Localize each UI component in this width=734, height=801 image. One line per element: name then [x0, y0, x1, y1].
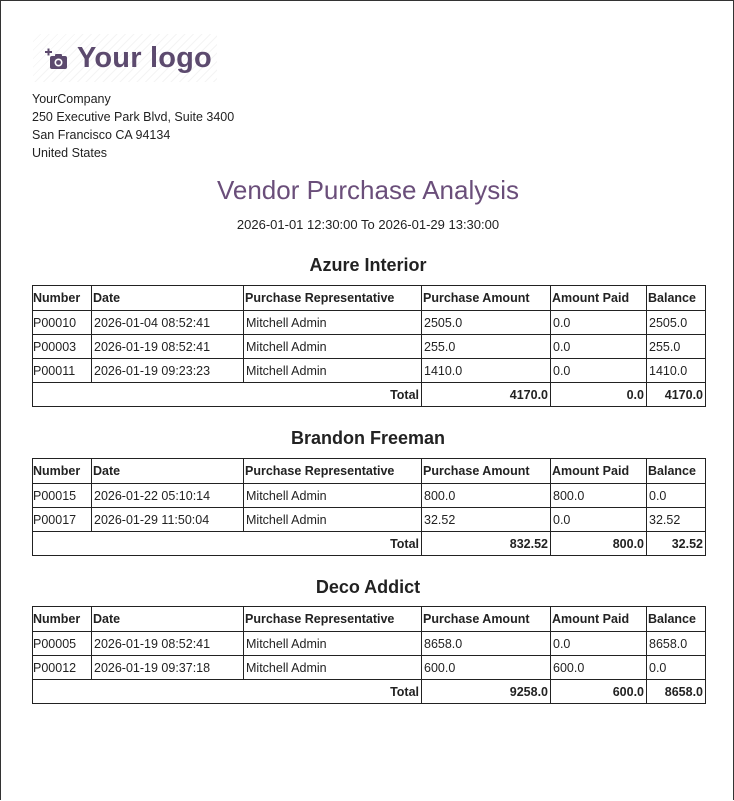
cell-balance: 0.0	[647, 656, 706, 680]
cell-date: 2026-01-19 08:52:41	[92, 632, 244, 656]
total-row	[33, 383, 706, 407]
cell-balance: 1410.0	[647, 359, 706, 383]
cell-rep: Mitchell Admin	[244, 632, 422, 656]
total-paid: 600.0	[551, 680, 647, 704]
cell-number: P00005	[33, 632, 92, 656]
vendor-name: Azure Interior	[309, 255, 427, 275]
cell-number: P00017	[33, 508, 92, 532]
company-logo	[33, 34, 217, 82]
total-label: Total	[244, 680, 422, 704]
column-header: Amount Paid	[551, 459, 647, 484]
total-spacer	[33, 383, 244, 407]
cell-amount: 8658.0	[422, 632, 551, 656]
cell-balance: 8658.0	[647, 632, 706, 656]
cell-paid: 0.0	[551, 508, 647, 532]
total-label: Total	[244, 383, 422, 407]
cell-paid: 800.0	[551, 484, 647, 508]
table-row	[33, 335, 706, 359]
cell-date: 2026-01-19 09:23:23	[92, 359, 244, 383]
cell-date: 2026-01-19 09:37:18	[92, 656, 244, 680]
table-row	[33, 632, 706, 656]
report-date-range	[1, 217, 734, 232]
cell-number: P00015	[33, 484, 92, 508]
total-spacer	[33, 680, 244, 704]
column-header: Purchase Representative	[244, 286, 422, 311]
cell-date: 2026-01-29 11:50:04	[92, 508, 244, 532]
cell-paid: 0.0	[551, 632, 647, 656]
column-header: Date	[92, 459, 244, 484]
total-paid: 0.0	[551, 383, 647, 407]
vendor-purchase-table	[32, 606, 706, 704]
total-paid: 800.0	[551, 532, 647, 556]
table-row	[33, 656, 706, 680]
table-header-row	[33, 286, 706, 311]
column-header: Purchase Representative	[244, 459, 422, 484]
cell-paid: 600.0	[551, 656, 647, 680]
column-header: Purchase Amount	[422, 459, 551, 484]
date-from: 2026-01-01 12:30:00	[236, 217, 358, 232]
column-header: Purchase Amount	[422, 286, 551, 311]
cell-balance: 0.0	[647, 484, 706, 508]
column-header: Balance	[647, 286, 706, 311]
company-address	[32, 90, 234, 162]
total-amount: 9258.0	[422, 680, 551, 704]
vendor-purchase-table	[32, 458, 706, 556]
cell-rep: Mitchell Admin	[244, 359, 422, 383]
date-to: 2026-01-29 13:30:00	[378, 217, 500, 232]
table-header-row	[33, 607, 706, 632]
cell-number: P00011	[33, 359, 92, 383]
column-header: Date	[92, 607, 244, 632]
report-title: Vendor Purchase Analysis	[216, 175, 520, 205]
column-header: Purchase Amount	[422, 607, 551, 632]
cell-rep: Mitchell Admin	[244, 484, 422, 508]
column-header: Number	[33, 607, 92, 632]
cell-rep: Mitchell Admin	[244, 656, 422, 680]
cell-balance: 255.0	[647, 335, 706, 359]
table-row	[33, 484, 706, 508]
vendor-purchase-table	[32, 285, 706, 407]
address-line-1: 250 Executive Park Blvd, Suite 3400	[32, 110, 235, 124]
cell-balance: 2505.0	[647, 311, 706, 335]
table-row	[33, 311, 706, 335]
column-header: Amount Paid	[551, 607, 647, 632]
logo-text: Your logo	[77, 41, 212, 74]
total-label: Total	[244, 532, 422, 556]
column-header: Purchase Representative	[244, 607, 422, 632]
cell-number: P00003	[33, 335, 92, 359]
total-balance: 8658.0	[647, 680, 706, 704]
total-balance: 4170.0	[647, 383, 706, 407]
column-header: Balance	[647, 607, 706, 632]
total-amount: 4170.0	[422, 383, 551, 407]
cell-date: 2026-01-04 08:52:41	[92, 311, 244, 335]
address-line-2: San Francisco CA 94134	[32, 128, 171, 142]
table-row	[33, 508, 706, 532]
cell-amount: 2505.0	[422, 311, 551, 335]
total-spacer	[33, 532, 244, 556]
address-country: United States	[32, 146, 108, 160]
total-amount: 832.52	[422, 532, 551, 556]
cell-amount: 600.0	[422, 656, 551, 680]
cell-paid: 0.0	[551, 311, 647, 335]
column-header: Date	[92, 286, 244, 311]
total-row	[33, 532, 706, 556]
cell-amount: 32.52	[422, 508, 551, 532]
vendor-name: Deco Addict	[315, 577, 421, 597]
cell-date: 2026-01-22 05:10:14	[92, 484, 244, 508]
cell-number: P00012	[33, 656, 92, 680]
table-row	[33, 359, 706, 383]
cell-number: P00010	[33, 311, 92, 335]
cell-paid: 0.0	[551, 359, 647, 383]
vendor-name: Brandon Freeman	[290, 428, 446, 448]
cell-date: 2026-01-19 08:52:41	[92, 335, 244, 359]
camera-plus-icon	[45, 48, 69, 72]
column-header: Number	[33, 286, 92, 311]
cell-paid: 0.0	[551, 335, 647, 359]
total-balance: 32.52	[647, 532, 706, 556]
cell-amount: 800.0	[422, 484, 551, 508]
date-to-label: To	[361, 217, 375, 232]
cell-rep: Mitchell Admin	[244, 508, 422, 532]
cell-rep: Mitchell Admin	[244, 335, 422, 359]
cell-amount: 1410.0	[422, 359, 551, 383]
company-name: YourCompany	[32, 92, 111, 106]
table-header-row	[33, 459, 706, 484]
cell-balance: 32.52	[647, 508, 706, 532]
cell-rep: Mitchell Admin	[244, 311, 422, 335]
column-header: Number	[33, 459, 92, 484]
total-row	[33, 680, 706, 704]
column-header: Amount Paid	[551, 286, 647, 311]
cell-amount: 255.0	[422, 335, 551, 359]
column-header: Balance	[647, 459, 706, 484]
